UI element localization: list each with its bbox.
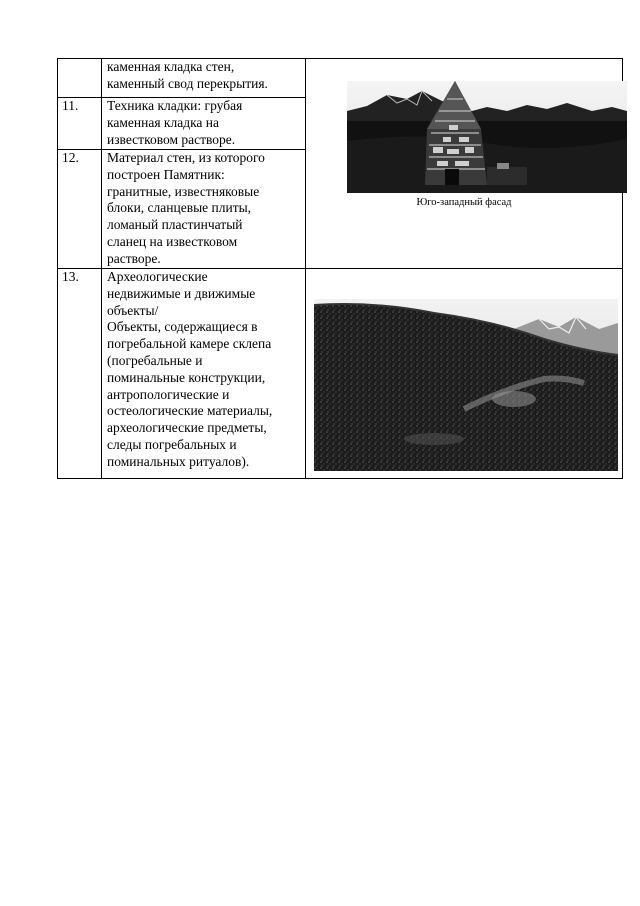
description-line: каменная кладка стен,: [107, 59, 235, 74]
description-line: растворе.: [107, 250, 161, 266]
description-cell: [102, 269, 306, 479]
description-line: гранитные, известняковые: [107, 183, 260, 199]
landscape-photo-image: [314, 299, 618, 471]
monument-description-table: [57, 58, 623, 479]
description-line: каменный свод перекрытия.: [107, 75, 268, 91]
description-line: построен Памятник:: [107, 166, 225, 182]
row-number-cell: 13.: [58, 269, 102, 479]
description-line: объекты/: [107, 302, 159, 318]
description-line: поминальные конструкции,: [107, 369, 266, 385]
description-cell: [102, 98, 306, 150]
description-line: (погребальные и: [107, 352, 203, 368]
photo-cell: [306, 269, 623, 479]
description-line: археологические предметы,: [107, 420, 267, 436]
row-number-cell: 12.: [58, 150, 102, 269]
description-line: Материал стен, из которого: [107, 150, 265, 165]
description-line: блоки, сланцевые плиты,: [107, 200, 252, 216]
photo-caption: Юго-западный фасад: [416, 197, 512, 208]
description-line: следы погребальных и: [107, 436, 237, 452]
crypt-photo: [347, 81, 627, 193]
photo-cell: [306, 59, 623, 269]
description-line: Техника кладки: грубая: [107, 98, 243, 113]
description-line: погребальной камере склепа: [107, 336, 272, 352]
table-row: [58, 269, 623, 479]
description-line: сланец на известковом: [107, 233, 238, 249]
description-cell: [102, 59, 306, 98]
description-line: Объекты, содержащиеся в: [107, 319, 258, 335]
description-line: недвижимые и движимые: [107, 285, 256, 301]
description-line: поминальных ритуалов).: [107, 453, 250, 469]
table-row: [58, 59, 623, 98]
description-line: ломаный пластинчатый: [107, 217, 243, 233]
description-line: остеологические материалы,: [107, 403, 273, 419]
row-number-cell: [58, 59, 102, 98]
row-number-cell: 11.: [58, 98, 102, 150]
crypt-photo-image: [347, 81, 627, 193]
description-cell: [102, 150, 306, 269]
landscape-photo: [314, 299, 618, 471]
description-line: известковом растворе.: [107, 131, 236, 147]
description-line: каменная кладка на: [107, 114, 220, 130]
description-line: Археологические: [107, 269, 208, 284]
description-line: антропологические и: [107, 386, 230, 402]
